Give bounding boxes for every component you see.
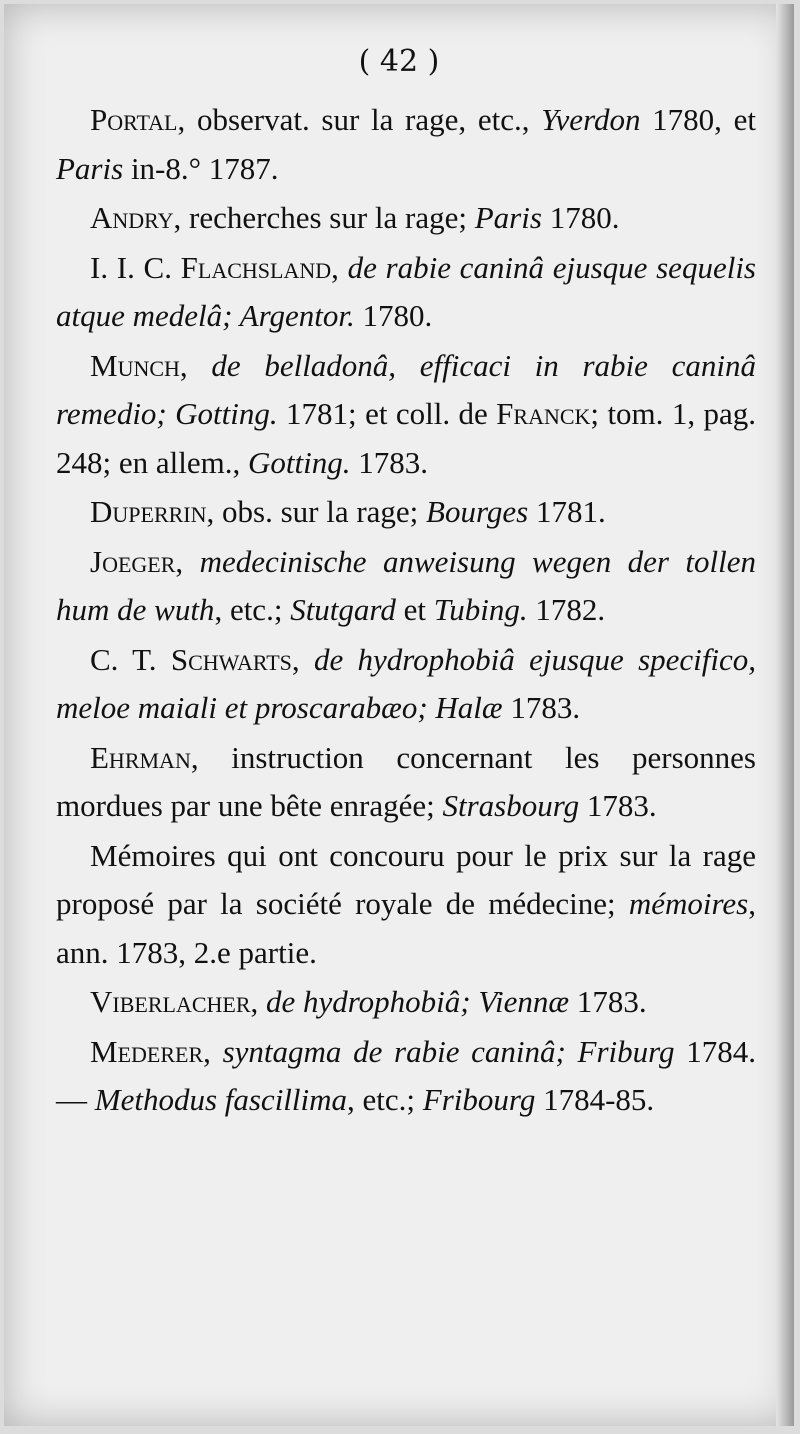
- bibliography-entry: [56, 342, 756, 488]
- book-page: [4, 4, 794, 1426]
- entry-title-italic: Gotting.: [247, 444, 351, 480]
- entry-author: Ehrman: [90, 739, 191, 775]
- entry-author: Duperrin: [90, 494, 207, 529]
- entry-separator: ,: [250, 984, 266, 1019]
- entry-text: in-8.° 1787.: [123, 150, 279, 186]
- entry-author: C. T. Schwarts: [90, 641, 292, 677]
- bibliography-entry: [56, 488, 756, 537]
- bibliography-entry: [56, 734, 756, 831]
- entry-title-italic: Strasbourg: [442, 788, 580, 823]
- book-spine-shadow: [776, 4, 794, 1426]
- entry-author: Viberlacher: [90, 984, 251, 1019]
- entry-title-italic: Fribourg: [422, 1082, 536, 1117]
- entry-text: 1780, et: [640, 102, 756, 137]
- entry-title-italic: Paris: [56, 150, 124, 186]
- entry-author: Joeger: [90, 543, 176, 579]
- entry-text: obs. sur la rage;: [222, 494, 427, 529]
- entry-text: 1783.: [579, 788, 657, 823]
- entry-text: 1781; et coll. de: [277, 396, 497, 431]
- bibliography-entry: [56, 244, 756, 341]
- entry-title-italic: Paris: [474, 200, 542, 235]
- entry-separator: ,: [175, 543, 200, 579]
- bibliography-list: [56, 96, 756, 1126]
- bibliography-entry: [56, 832, 756, 978]
- entry-text: recherches sur la rage;: [189, 200, 475, 235]
- entry-separator: ,: [203, 1033, 223, 1069]
- entry-author: Mederer: [90, 1033, 204, 1069]
- entry-author: Munch: [90, 347, 180, 383]
- entry-title-italic: de hydrophobiâ ejusque specifico, meloe maiali et proscarabæo; Halæ: [56, 641, 756, 725]
- entry-text: 1784. —: [56, 1033, 756, 1117]
- entry-text: 1784-85.: [535, 1082, 655, 1117]
- entry-title-italic: Yverdon: [541, 102, 641, 137]
- bibliography-entry: [56, 636, 756, 733]
- entry-title-italic: Bourges: [426, 494, 529, 529]
- entry-text: 1783.: [350, 444, 428, 480]
- entry-author: Andry: [90, 200, 174, 235]
- entry-name: Franck: [496, 396, 591, 431]
- entry-title-italic: syntagma de rabie caninâ; Friburg: [222, 1033, 675, 1069]
- entry-separator: ,: [291, 641, 314, 677]
- entry-separator: ,: [331, 249, 348, 285]
- entry-separator: ,: [177, 102, 197, 137]
- entry-author: I. I. C. Flachsland: [90, 249, 332, 285]
- entry-title-italic: medecinische anweisung wegen der tollen hum de wuth: [56, 543, 757, 627]
- entry-separator: ,: [173, 200, 190, 235]
- entry-text: 1782.: [527, 592, 606, 627]
- bibliography-entry: [56, 194, 756, 243]
- entry-author: Portal: [90, 102, 178, 137]
- bibliography-entry: [56, 1028, 756, 1125]
- entry-title-italic: de hydrophobiâ; Viennæ: [266, 984, 570, 1019]
- entry-text: 1783.: [502, 690, 581, 725]
- entry-text: et: [395, 592, 434, 627]
- entry-separator: ,: [179, 347, 212, 383]
- entry-separator: ,: [190, 739, 232, 775]
- entry-text: instruction concernant les personnes mordues par une bête enragée;: [56, 739, 756, 823]
- bibliography-entry: [56, 96, 756, 193]
- entry-text: , etc.;: [214, 592, 291, 627]
- entry-title-italic: Methodus fascillima: [94, 1082, 348, 1117]
- page-number: ( 42 ): [358, 44, 440, 79]
- entry-text: Mémoires qui ont concouru pour le prix sur la rage proposé par la société royale de médecine;: [56, 837, 756, 921]
- entry-title-italic: mémoires: [628, 886, 749, 921]
- entry-text: 1780.: [354, 298, 433, 333]
- entry-title-italic: Stutgard: [290, 592, 396, 627]
- entry-text: , etc.;: [347, 1082, 423, 1117]
- bibliography-entry: [56, 538, 756, 635]
- entry-text: 1781.: [528, 494, 606, 529]
- entry-text: 1783.: [569, 984, 647, 1019]
- entry-text: 1780.: [541, 200, 620, 235]
- entry-title-italic: de belladonâ, efficaci in rabie caninâ remedio; Gotting.: [56, 347, 756, 431]
- entry-text: , ann. 1783, 2.e partie.: [56, 886, 756, 970]
- bibliography-entry: [56, 978, 756, 1027]
- entry-separator: ,: [206, 494, 223, 529]
- entry-text: ; tom. 1, pag. 248; en allem.,: [56, 396, 756, 480]
- entry-title-italic: de rabie caninâ ejusque sequelis atque medelâ; Argentor.: [56, 249, 756, 333]
- entry-text: observat. sur la rage, etc.,: [196, 102, 542, 137]
- entry-title-italic: Tubing.: [433, 592, 528, 627]
